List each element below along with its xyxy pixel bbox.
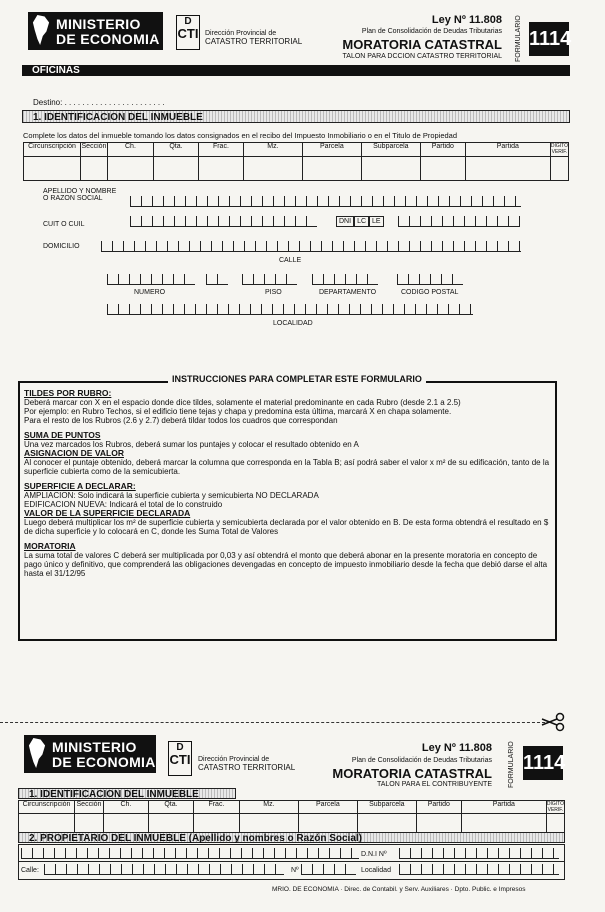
col-seccion: Sección: [80, 143, 107, 157]
cuit-label: CUIT O CUIL: [43, 221, 85, 228]
formulario-label-bottom: FORMULARIO: [508, 741, 515, 788]
col-digito: DIGITO VERIF.: [550, 143, 568, 155]
valor-text: Luego deberá multiplicar los m² de superficie cubierta y semicubierta declarada por el valor obtenido en B. De esta forma obtendrá el resultado en $ de dicha superficie y lo colocará en C, donde les Suma Total de Valores: [24, 518, 549, 536]
departamento-label: DEPARTAMENTO: [319, 289, 377, 296]
b-col-parcela: Parcela: [298, 801, 357, 814]
cell-digito[interactable]: [550, 157, 568, 181]
b-cell[interactable]: [74, 814, 103, 834]
oficinas-bar: OFICINAS: [22, 65, 570, 76]
scissors-icon: [540, 712, 566, 732]
cell-seccion[interactable]: [80, 157, 107, 181]
b-cell[interactable]: [19, 814, 75, 834]
direction-name-bottom: Dirección Provincial de CATASTRO TERRITORIAL: [198, 756, 296, 772]
tildes-text-2: Por ejemplo: en Rubro Techos, si el edificio tiene tejas y chapa y predomina esta última, marcará X en chapa solamente.: [24, 407, 452, 416]
calle-field[interactable]: [101, 241, 521, 252]
superficie-text-2: EDIFICACION NUEVA: Indicará el total de lo construido: [24, 500, 223, 509]
piso-label: PISO: [265, 289, 282, 296]
localidad-bottom-field[interactable]: [399, 864, 559, 875]
apellido-label: APELLIDO Y NOMBRE O RAZON SOCIAL: [43, 188, 117, 202]
instructions-title: INSTRUCCIONES PARA COMPLETAR ESTE FORMULARIO: [168, 375, 426, 384]
col-partida: Partida: [465, 143, 550, 157]
law-number-bottom: Ley Nº 11.808: [421, 742, 492, 754]
cti-logo-bottom: D CTI: [168, 741, 192, 776]
moratoria-title: MORATORIA CATASTRAL: [342, 37, 502, 52]
b-col-seccion: Sección: [74, 801, 103, 814]
formulario-label: FORMULARIO: [515, 15, 522, 62]
bottom-section2-title: 2. PROPIETARIO DEL INMUEBLE (Apellido y nombres o Razón Social): [18, 832, 565, 843]
b-col-mz: Mz.: [239, 801, 298, 814]
localidad-bottom-label: Localidad: [361, 867, 391, 874]
b-cell[interactable]: [239, 814, 298, 834]
b-cell[interactable]: [357, 814, 416, 834]
print-footer: MRIO. DE ECONOMIA · Direc. de Contabil. y Serv. Auxiliares · Dpto. Public. e Impresos: [272, 886, 526, 893]
dni-field[interactable]: [399, 848, 559, 859]
suma-text: Una vez marcados los Rubros, deberá sumar los puntajes y colocar el resultado obtenido en A: [24, 440, 359, 449]
tildes-text-1: Deberá marcar con X en el espacio donde dice tildes, solamente el material predominante en cada Rubro (desde 2.1 a 2.5): [24, 398, 461, 407]
law-number: Ley Nº 11.808: [431, 14, 502, 26]
b-col-ch: Ch.: [103, 801, 148, 814]
doc-type-group: [336, 216, 384, 227]
b-cell[interactable]: [416, 814, 461, 834]
province-map-icon: [32, 15, 50, 45]
owner-box: [18, 844, 565, 880]
form-code: 1114: [529, 22, 569, 56]
cell-ch[interactable]: [107, 157, 153, 181]
moratoria-text: La suma total de valores C deberá ser multiplicada por 0,03 y así obtendrá el monto que deberá abonar en la presente moratoria en concepto de pago único y definitivo, que comprenderá las obligaciones devengadas en concepto de impuesto inmobiliario desde la fecha que debió darse el alta hasta el 31/12/95: [24, 551, 548, 578]
cell-frac[interactable]: [198, 157, 243, 181]
col-circunscripcion: Circunscripción: [24, 143, 81, 157]
asignacion-heading: ASIGNACION DE VALOR: [24, 448, 124, 458]
tildes-heading: TILDES POR RUBRO:: [24, 388, 112, 398]
b-cell[interactable]: [103, 814, 148, 834]
b-cell[interactable]: [148, 814, 193, 834]
col-subparcela: Subparcela: [361, 143, 420, 157]
piso-field-2[interactable]: [242, 274, 297, 285]
localidad-label: LOCALIDAD: [273, 320, 313, 327]
numero-bottom-field[interactable]: [301, 864, 356, 875]
talon-text: TALON PARA DCCION CATASTRO TERRITORIAL: [342, 53, 502, 60]
cell-partida[interactable]: [465, 157, 550, 181]
col-mz: Mz.: [243, 143, 302, 157]
cell-subparcela[interactable]: [361, 157, 420, 181]
tildes-text-3: Para el resto de los Rubros (2.6 y 2.7) deberá tildar todos los cuadros que correspondan: [24, 416, 338, 425]
numero-label: NUMERO: [134, 289, 166, 296]
col-qta: Qta.: [153, 143, 198, 157]
superficie-heading: SUPERFICIE A DECLARAR:: [24, 481, 136, 491]
b-cell[interactable]: [298, 814, 357, 834]
b-cell[interactable]: [461, 814, 546, 834]
suma-heading: SUMA DE PUNTOS: [24, 430, 101, 440]
cuit-field[interactable]: [130, 216, 317, 227]
doc-type-le[interactable]: LE: [369, 216, 384, 227]
province-map-icon-bottom: [28, 738, 46, 768]
form-code-bottom: 1114: [523, 746, 563, 780]
parcel-table: [23, 142, 569, 181]
plan-text: Plan de Consolidación de Deudas Tributarias: [361, 28, 502, 35]
moratoria-heading: MORATORIA: [24, 541, 76, 551]
departamento-field[interactable]: [312, 274, 378, 285]
dni-label: D.N.I Nº: [361, 851, 387, 858]
b-cell[interactable]: [193, 814, 239, 834]
section1-instructions: Complete los datos del inmueble tomando los datos consignados en el recibo del Impuesto Inmobiliario o en el Titulo de Propiedad: [23, 131, 458, 140]
col-parcela: Parcela: [302, 143, 361, 157]
b-col-digito: DIGITO VERIF.: [546, 801, 564, 813]
apellido-field[interactable]: [130, 196, 521, 207]
codigo-postal-label: CODIGO POSTAL: [401, 289, 459, 296]
b-col-subparcela: Subparcela: [357, 801, 416, 814]
asignacion-text: Al conocer el puntaje obtenido, deberá marcar la columna que corresponda en la Tabla B; así podrá saber el valor x m² de su edificación, tanto de la superficie cubierta como de la semicubierta.: [24, 458, 550, 476]
b-cell[interactable]: [546, 814, 564, 834]
calle-bottom-field[interactable]: [44, 864, 284, 875]
direction-name: Dirección Provincial de CATASTRO TERRITORIAL: [205, 30, 303, 46]
moratoria-title-bottom: MORATORIA CATASTRAL: [332, 766, 492, 781]
cell-circunscripcion[interactable]: [24, 157, 81, 181]
cti-logo: D CTI: [176, 15, 200, 50]
cell-partido[interactable]: [420, 157, 465, 181]
numero-bottom-label: Nº: [291, 867, 299, 874]
b-col-frac: Frac.: [193, 801, 239, 814]
ministry-logo-bottom: MINISTERIO DE ECONOMIA: [24, 735, 156, 773]
domicilio-label: DOMICILIO: [43, 243, 80, 250]
cell-qta[interactable]: [153, 157, 198, 181]
ministry-logo: MINISTERIO DE ECONOMIA: [28, 12, 163, 50]
bottom-section1-title: 1. IDENTIFICACION DEL INMUEBLE: [18, 788, 236, 799]
cell-parcela[interactable]: [302, 157, 361, 181]
bottom-parcel-table: [18, 800, 565, 834]
codigo-postal-field[interactable]: [397, 274, 463, 285]
cell-mz[interactable]: [243, 157, 302, 181]
valor-heading: VALOR DE LA SUPERFICIE DECLARADA: [24, 508, 191, 518]
col-partido: Partido: [420, 143, 465, 157]
numero-field[interactable]: [107, 274, 195, 285]
owner-name-field[interactable]: [21, 848, 359, 859]
talon-text-bottom: TALON PARA EL CONTRIBUYENTE: [376, 781, 492, 788]
destino-line: Destino: . . . . . . . . . . . . . . . . . . . . . . .: [33, 98, 165, 107]
section1-title: 1. IDENTIFICACION DEL INMUEBLE: [22, 110, 570, 123]
col-frac: Frac.: [198, 143, 243, 157]
piso-field[interactable]: [206, 274, 228, 285]
b-col-partida: Partida: [461, 801, 546, 814]
doc-type-dni[interactable]: DNI: [336, 216, 354, 227]
superficie-text-1: AMPLIACION: Solo indicará la superficie cubierta y semicubierta NO DECLARADA: [24, 491, 319, 500]
plan-text-bottom: Plan de Consolidación de Deudas Tributarias: [351, 757, 492, 764]
col-ch: Ch.: [107, 143, 153, 157]
doc-type-lc[interactable]: LC: [354, 216, 369, 227]
calle-bottom-label: Calle:: [21, 867, 39, 874]
cut-line: [0, 722, 545, 723]
calle-label: CALLE: [279, 257, 302, 264]
b-col-circunscripcion: Circunscripción: [19, 801, 75, 814]
instructions-box: [18, 374, 557, 641]
b-col-qta: Qta.: [148, 801, 193, 814]
doc-number-field[interactable]: [398, 216, 520, 227]
b-col-partido: Partido: [416, 801, 461, 814]
localidad-field[interactable]: [107, 304, 473, 315]
